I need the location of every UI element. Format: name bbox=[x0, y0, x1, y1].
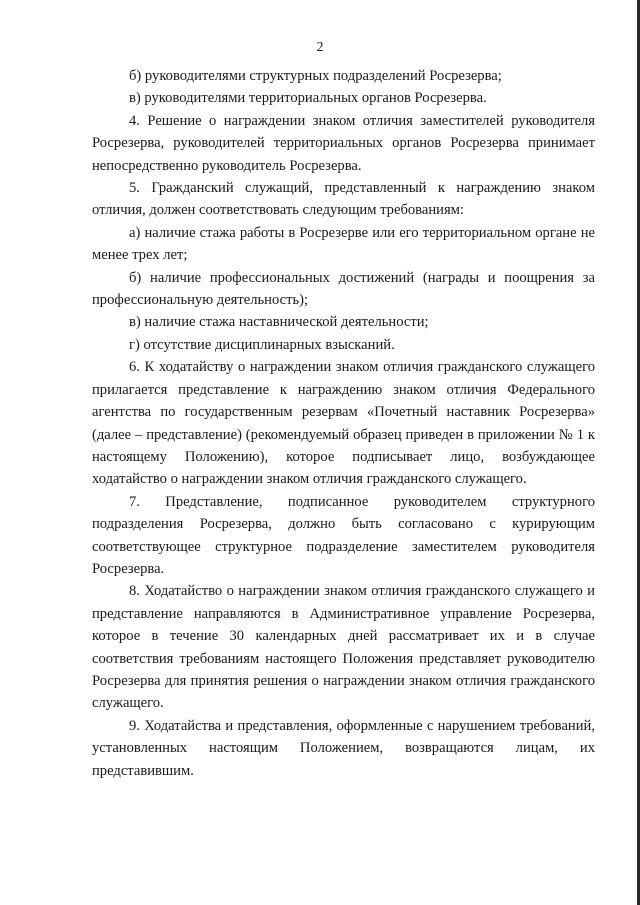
paragraph-3v: в) руководителями территориальных органов Росрезерва. bbox=[129, 90, 487, 107]
paragraph-7: 7. Представление, подписанное руководителем структурного подразделения Росрезерва, должно быть согласовано с курирующим соответствующее структурное подразделение заместителем руководителя Росрезерва. bbox=[92, 493, 595, 577]
page-number: 2 bbox=[316, 40, 324, 55]
paragraph-6: 6. К ходатайству о награждении знаком отличия гражданского служащего прилагается представление к награждению знаком отличия Федерального агентства по государственным резервам «Почетный наставник Росрезерва» (далее – представление) (рекомендуемый образец приведен в приложении № 1 к настоящему Положению), которое подписывает лицо, возбуждающее ходатайство о награждении знаком отличия гражданского служащего. bbox=[92, 359, 595, 488]
document-body bbox=[92, 65, 595, 782]
paragraph-9: 9. Ходатайства и представления, оформленные с нарушением требований, установленных настоящим Положением, возвращаются лицам, их представившим. bbox=[92, 717, 595, 779]
paragraph-5: 5. Гражданский служащий, представленный к награждению знаком отличия, должен соответствовать следующим требованиям: bbox=[92, 180, 595, 219]
paragraph-5v: в) наличие стажа наставнической деятельности; bbox=[129, 314, 429, 331]
paragraph-4: 4. Решение о награждении знаком отличия заместителей руководителя Росрезерва, руководителей территориальных органов Росрезерва принимает непосредственно руководитель Росрезерва. bbox=[92, 112, 595, 174]
paragraph-5g: г) отсутствие дисциплинарных взысканий. bbox=[129, 336, 395, 353]
paragraph-5b: б) наличие профессиональных достижений (награды и поощрения за профессиональную деятельность); bbox=[92, 269, 595, 309]
paragraph-3b: б) руководителями структурных подразделений Росрезерва; bbox=[129, 68, 502, 84]
paragraph-8: 8. Ходатайство о награждении знаком отличия гражданского служащего и представление направляются в Административное управление Росрезерва, которое в течение 30 календарных дней рассматривает их и в случае соответствия требованиям настоящего Положения представляет руководителю Росрезерва для принятия решения о награждении знаком отличия гражданского служащего. bbox=[92, 583, 595, 712]
paragraph-5a: а) наличие стажа работы в Росрезерве или его территориальном органе не менее трех лет; bbox=[92, 224, 595, 264]
